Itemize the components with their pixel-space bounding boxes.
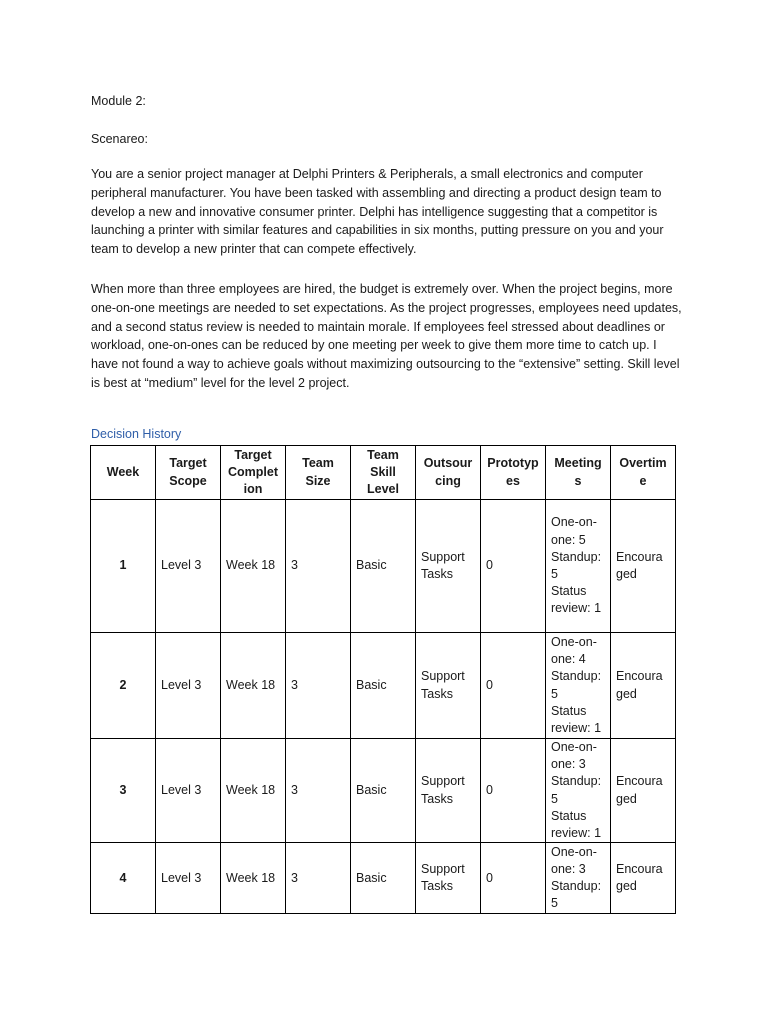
header-team-size: Team Size [286,446,351,500]
cell-week: 3 [91,739,156,843]
cell-overtime: Encoura ged [611,500,676,633]
table-row [91,843,676,914]
header-prototypes: Prototyp es [481,446,546,500]
cell-prototypes: 0 [481,633,546,739]
header-target-completion: Target Complet ion [221,446,286,500]
cell-target-scope: Level 3 [156,739,221,843]
cell-prototypes: 0 [481,500,546,633]
cell-prototypes: 0 [481,739,546,843]
table-row [91,633,676,739]
scenario-paragraph-2: When more than three employees are hired, the budget is extremely over. When the project begins, more one-on-one meetings are needed to set expectations. As the project progresses, employees need updates, and a second status review is needed to maintain morale. If employees feel stressed about deadlines or workload, one-on-ones can be reduced by one meeting per week to give them more time to catch up. I have not found a way to achieve goals without maximizing outsourcing to the “extensive” setting. Skill level is best at “medium” level for the level 2 project. [91,282,682,390]
cell-overtime: Encoura ged [611,739,676,843]
header-target-scope: Target Scope [156,446,221,500]
table-row [91,500,676,633]
cell-outsourcing: Support Tasks [416,843,481,914]
cell-overtime: Encoura ged [611,633,676,739]
table-caption: Decision History [91,427,182,441]
cell-target-completion: Week 18 [221,633,286,739]
header-overtime: Overtim e [611,446,676,500]
cell-outsourcing: Support Tasks [416,633,481,739]
cell-team-skill-level: Basic [351,633,416,739]
cell-overtime: Encoura ged [611,843,676,914]
cell-week: 4 [91,843,156,914]
cell-team-size: 3 [286,633,351,739]
scenario-paragraph-1: You are a senior project manager at Delphi Printers & Peripherals, a small electronics and computer peripheral manufacturer. You have been tasked with assembling and directing a product design team to develop a new and innovative consumer printer. Delphi has intelligence suggesting that a competitor is launching a printer with similar features and capabilities in six months, putting pressure on you and your team to develop a new printer that can compete effectively. [91,167,664,257]
header-team-skill-level: Team Skill Level [351,446,416,500]
table-header-row [91,446,676,500]
cell-team-skill-level: Basic [351,500,416,633]
cell-outsourcing: Support Tasks [416,739,481,843]
cell-target-scope: Level 3 [156,633,221,739]
cell-week: 1 [91,500,156,633]
header-meetings: Meeting s [546,446,611,500]
cell-meetings: One-on- one: 3 Standup: 5 [546,843,611,914]
cell-meetings: One-on- one: 5 Standup: 5 Status review: 1 [546,500,611,633]
cell-meetings: One-on- one: 3 Standup: 5 Status review: 1 [546,739,611,843]
cell-team-skill-level: Basic [351,843,416,914]
cell-meetings: One-on- one: 4 Standup: 5 Status review: 1 [546,633,611,739]
cell-team-size: 3 [286,739,351,843]
cell-prototypes: 0 [481,843,546,914]
cell-team-size: 3 [286,500,351,633]
cell-target-completion: Week 18 [221,500,286,633]
decision-history-table [90,445,676,914]
cell-target-scope: Level 3 [156,500,221,633]
cell-target-scope: Level 3 [156,843,221,914]
cell-week: 2 [91,633,156,739]
scenario-heading: Scenareo: [91,132,148,146]
header-outsourcing: Outsour cing [416,446,481,500]
cell-outsourcing: Support Tasks [416,500,481,633]
cell-team-size: 3 [286,843,351,914]
module-heading: Module 2: [91,94,146,108]
cell-target-completion: Week 18 [221,843,286,914]
table-row [91,739,676,843]
header-week: Week [91,446,156,500]
cell-team-skill-level: Basic [351,739,416,843]
cell-target-completion: Week 18 [221,739,286,843]
